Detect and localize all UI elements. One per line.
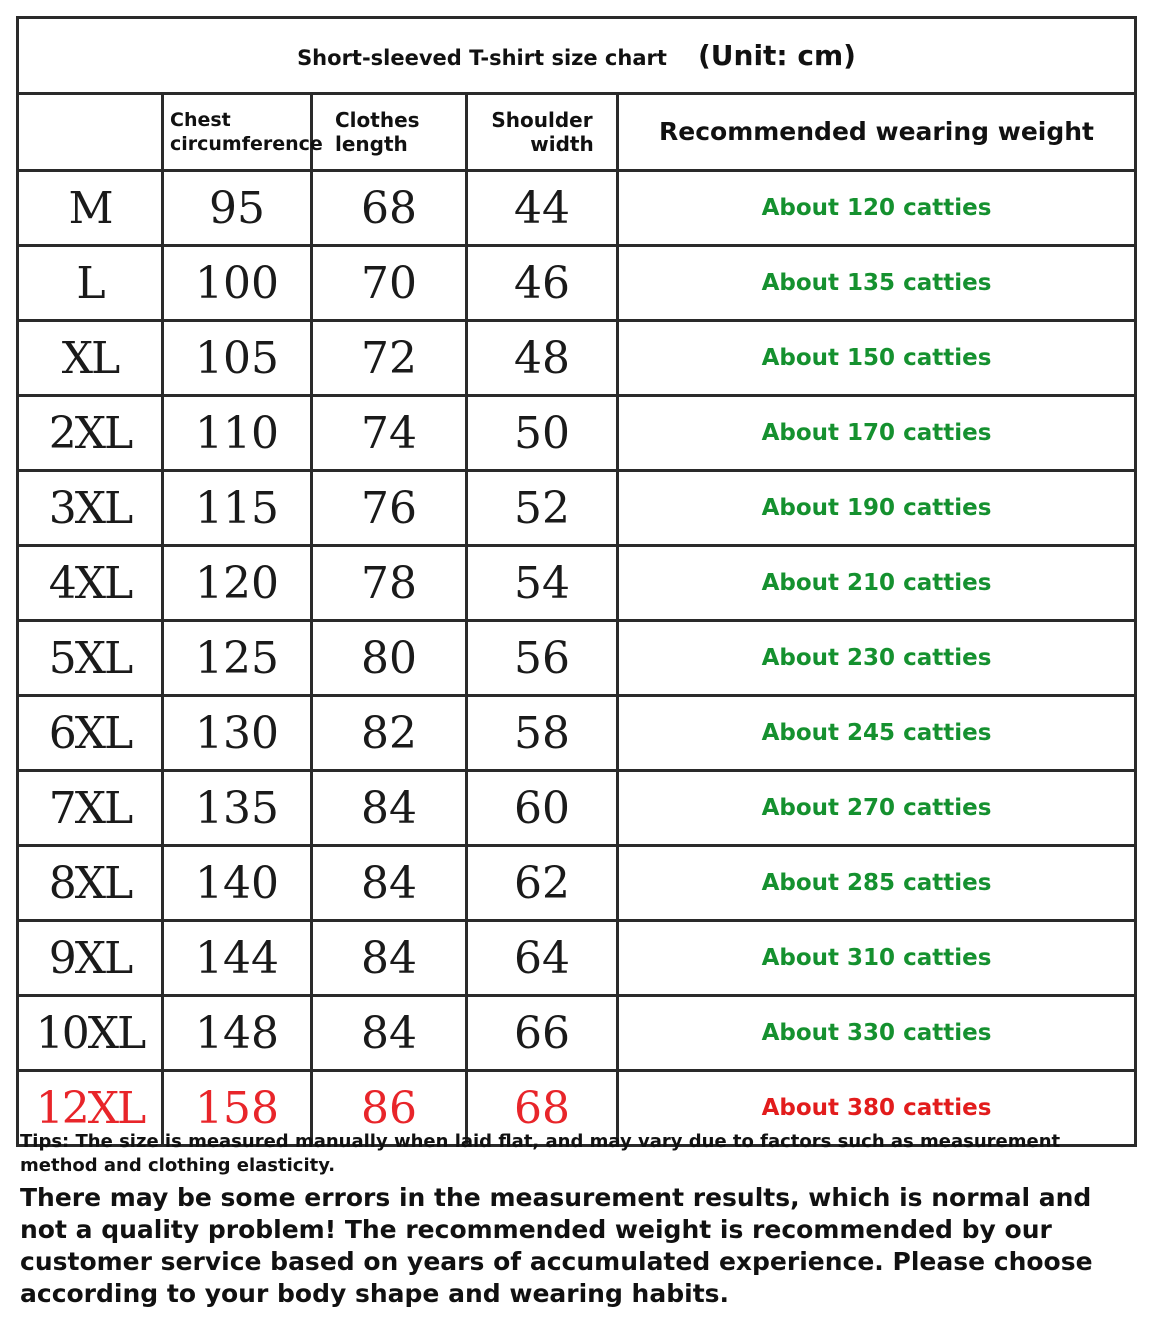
- shoulder-cell: 64: [467, 921, 618, 996]
- shoulder-cell: 52: [467, 471, 618, 546]
- chart-title-main: Short-sleeved T-shirt size chart: [297, 46, 667, 70]
- chest-cell: 125: [163, 621, 312, 696]
- table-row: [18, 471, 1136, 546]
- length-cell: 84: [312, 846, 467, 921]
- table-row: [18, 771, 1136, 846]
- header-row: [18, 94, 1136, 171]
- chest-cell: 148: [163, 996, 312, 1071]
- header-length: [312, 94, 467, 171]
- length-cell: 84: [312, 771, 467, 846]
- shoulder-cell: 44: [467, 171, 618, 246]
- weight-cell: About 150 catties: [618, 321, 1136, 396]
- header-length-line1: Clothes: [335, 108, 420, 132]
- size-cell: 9XL: [18, 921, 163, 996]
- shoulder-cell: 68: [467, 1071, 618, 1146]
- shoulder-cell: 54: [467, 546, 618, 621]
- shoulder-cell: 46: [467, 246, 618, 321]
- shoulder-cell: 56: [467, 621, 618, 696]
- table-row: [18, 321, 1136, 396]
- size-cell: 8XL: [18, 846, 163, 921]
- table-row: [18, 996, 1136, 1071]
- length-cell: 84: [312, 996, 467, 1071]
- header-shoulder: [467, 94, 618, 171]
- table-row: [18, 621, 1136, 696]
- size-cell: 3XL: [18, 471, 163, 546]
- chest-cell: 105: [163, 321, 312, 396]
- table-row: [18, 921, 1136, 996]
- size-cell: 7XL: [18, 771, 163, 846]
- table-row: [18, 846, 1136, 921]
- weight-cell: About 285 catties: [618, 846, 1136, 921]
- size-cell: 10XL: [18, 996, 163, 1071]
- length-cell: 82: [312, 696, 467, 771]
- weight-cell: About 190 catties: [618, 471, 1136, 546]
- shoulder-cell: 50: [467, 396, 618, 471]
- shoulder-cell: 58: [467, 696, 618, 771]
- chest-cell: 130: [163, 696, 312, 771]
- shoulder-cell: 62: [467, 846, 618, 921]
- title-row: [18, 18, 1136, 94]
- chest-cell: 95: [163, 171, 312, 246]
- weight-cell: About 245 catties: [618, 696, 1136, 771]
- table-row: [18, 546, 1136, 621]
- shoulder-cell: 60: [467, 771, 618, 846]
- header-chest: [163, 94, 323, 171]
- chest-cell: 158: [163, 1071, 312, 1146]
- shoulder-cell: 48: [467, 321, 618, 396]
- size-cell: M: [18, 171, 163, 246]
- chest-cell: 135: [163, 771, 312, 846]
- length-cell: 72: [312, 321, 467, 396]
- chart-title: [18, 18, 1136, 94]
- chart-title-unit: (Unit: cm): [697, 39, 856, 72]
- chest-cell: 144: [163, 921, 312, 996]
- length-cell: 84: [312, 921, 467, 996]
- table-row: [18, 396, 1136, 471]
- chest-cell: 100: [163, 246, 312, 321]
- weight-cell: About 210 catties: [618, 546, 1136, 621]
- length-cell: 68: [312, 171, 467, 246]
- header-length-line2: length: [335, 132, 408, 156]
- length-cell: 86: [312, 1071, 467, 1146]
- chest-cell: 120: [163, 546, 312, 621]
- size-cell: 5XL: [18, 621, 163, 696]
- size-cell: 12XL: [18, 1071, 163, 1146]
- weight-cell: About 120 catties: [618, 171, 1136, 246]
- header-chest-line2: circumference: [170, 133, 323, 155]
- header-chest-line1: Chest: [170, 109, 231, 131]
- size-cell: L: [18, 246, 163, 321]
- length-cell: 70: [312, 246, 467, 321]
- header-size-empty: [18, 94, 163, 171]
- weight-cell: About 270 catties: [618, 771, 1136, 846]
- chest-cell: 110: [163, 396, 312, 471]
- weight-cell: About 230 catties: [618, 621, 1136, 696]
- shoulder-cell: 66: [467, 996, 618, 1071]
- size-cell: 2XL: [18, 396, 163, 471]
- measurement-tips: Tips: The size is measured manually when laid flat, and may vary due to factors such as measurement method and clothing elasticity.: [20, 1131, 1061, 1176]
- table-row: [18, 246, 1136, 321]
- weight-cell: About 135 catties: [618, 246, 1136, 321]
- weight-cell: About 170 catties: [618, 396, 1136, 471]
- size-cell: 4XL: [18, 546, 163, 621]
- length-cell: 80: [312, 621, 467, 696]
- header-shoulder-line1: Shoulder: [491, 108, 593, 132]
- disclaimer-note: There may be some errors in the measurement results, which is normal and not a quality problem! The recommended weight is recommended by our customer service based on years of accumulated experience. Please choose according to your body shape and wearing habits.: [20, 1183, 1093, 1308]
- size-cell: XL: [18, 321, 163, 396]
- chest-cell: 140: [163, 846, 312, 921]
- weight-cell: About 330 catties: [618, 996, 1136, 1071]
- length-cell: 74: [312, 396, 467, 471]
- length-cell: 76: [312, 471, 467, 546]
- table-row: [18, 171, 1136, 246]
- length-cell: 78: [312, 546, 467, 621]
- header-weight: Recommended wearing weight: [618, 94, 1136, 171]
- chest-cell: 115: [163, 471, 312, 546]
- table-row: [18, 696, 1136, 771]
- weight-cell: About 310 catties: [618, 921, 1136, 996]
- header-shoulder-line2: width: [530, 132, 594, 156]
- size-chart-table: [16, 16, 1137, 1147]
- size-cell: 6XL: [18, 696, 163, 771]
- weight-cell: About 380 catties: [618, 1071, 1136, 1146]
